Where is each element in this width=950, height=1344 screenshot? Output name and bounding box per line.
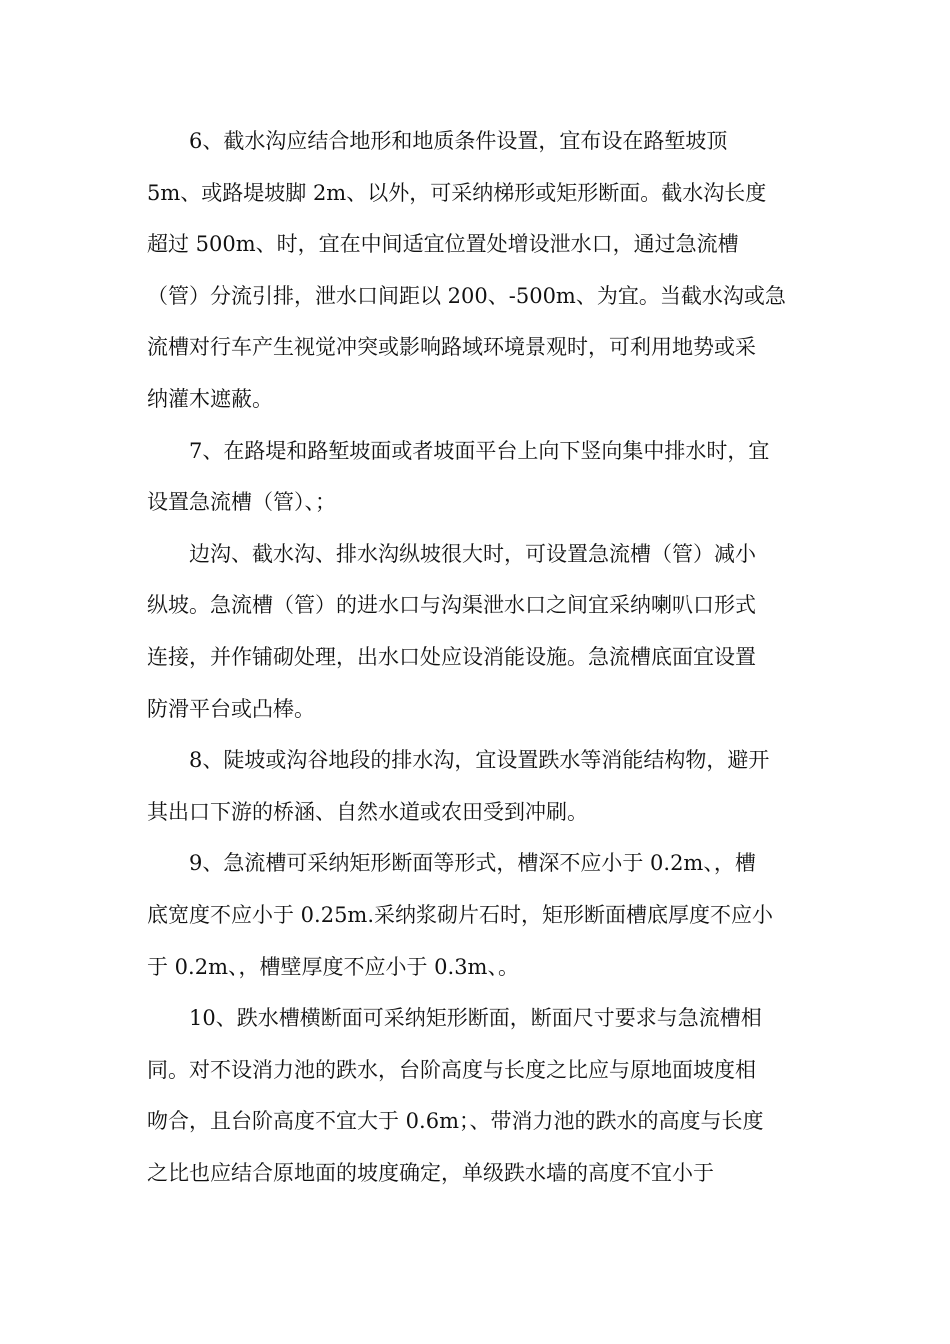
text-line: 连接，并作铺砌处理，出水口处应设消能设施。急流槽底面宜设置 <box>147 644 756 669</box>
text-line: 纳灌木遮蔽。 <box>147 386 273 411</box>
paragraph-6 <box>147 116 807 426</box>
text-line: 8、陡坡或沟谷地段的排水沟，宜设置跌水等消能结构物，避开 <box>189 748 770 773</box>
text-line: 7、在路堤和路堑坡面或者坡面平台上向下竖向集中排水时，宜 <box>189 438 770 463</box>
text-line: 6、截水沟应结合地形和地质条件设置，宜布设在路堑坡顶 <box>189 129 728 153</box>
text-line: 9、急流槽可采纳矩形断面等形式，槽深不应小于 0.2m、，槽 <box>189 851 756 876</box>
text-line: 5m、或路堤坡脚 2m、以外，可采纳梯形或矩形断面。截水沟长度 <box>147 180 767 205</box>
text-line: 纵坡。急流槽（管）的进水口与沟渠泄水口之间宜采纳喇叭口形式 <box>147 593 756 618</box>
paragraph-chute-slope <box>147 529 807 735</box>
text-line: （管）分流引排，泄水口间距以 200、-500m、为宜。当截水沟或急 <box>147 283 786 308</box>
text-line: 边沟、截水沟、排水沟纵坡很大时，可设置急流槽（管）减小 <box>189 541 756 566</box>
paragraph-8 <box>147 735 807 838</box>
paragraph-10 <box>147 993 807 1199</box>
document-body <box>147 116 807 1199</box>
text-line: 于 0.2m、，槽壁厚度不应小于 0.3m、。 <box>147 954 519 979</box>
text-line: 其出口下游的桥涵、自然水道或农田受到冲刷。 <box>147 799 588 824</box>
text-line: 之比也应结合原地面的坡度确定，单级跌水墙的高度不宜小于 <box>147 1160 714 1185</box>
text-line: 防滑平台或凸棒。 <box>147 696 315 721</box>
text-line: 底宽度不应小于 0.25m.采纳浆砌片石时，矩形断面槽底厚度不应小 <box>147 902 774 927</box>
text-line: 同。对不设消力池的跌水，台阶高度与长度之比应与原地面坡度相 <box>147 1057 756 1082</box>
paragraph-9 <box>147 838 807 993</box>
text-line: 超过 500m、时，宜在中间适宜位置处增设泄水口，通过急流槽 <box>147 232 739 257</box>
text-line: 吻合，且台阶高度不宜大于 0.6m；、带消力池的跌水的高度与长度 <box>147 1109 764 1134</box>
text-line: 流槽对行车产生视觉冲突或影响路域环境景观时，可利用地势或采 <box>147 335 756 360</box>
text-line: 10、跌水槽横断面可采纳矩形断面，断面尺寸要求与急流槽相 <box>189 1006 762 1031</box>
paragraph-7 <box>147 426 807 529</box>
text-line: 设置急流槽（管）、； <box>147 490 336 515</box>
